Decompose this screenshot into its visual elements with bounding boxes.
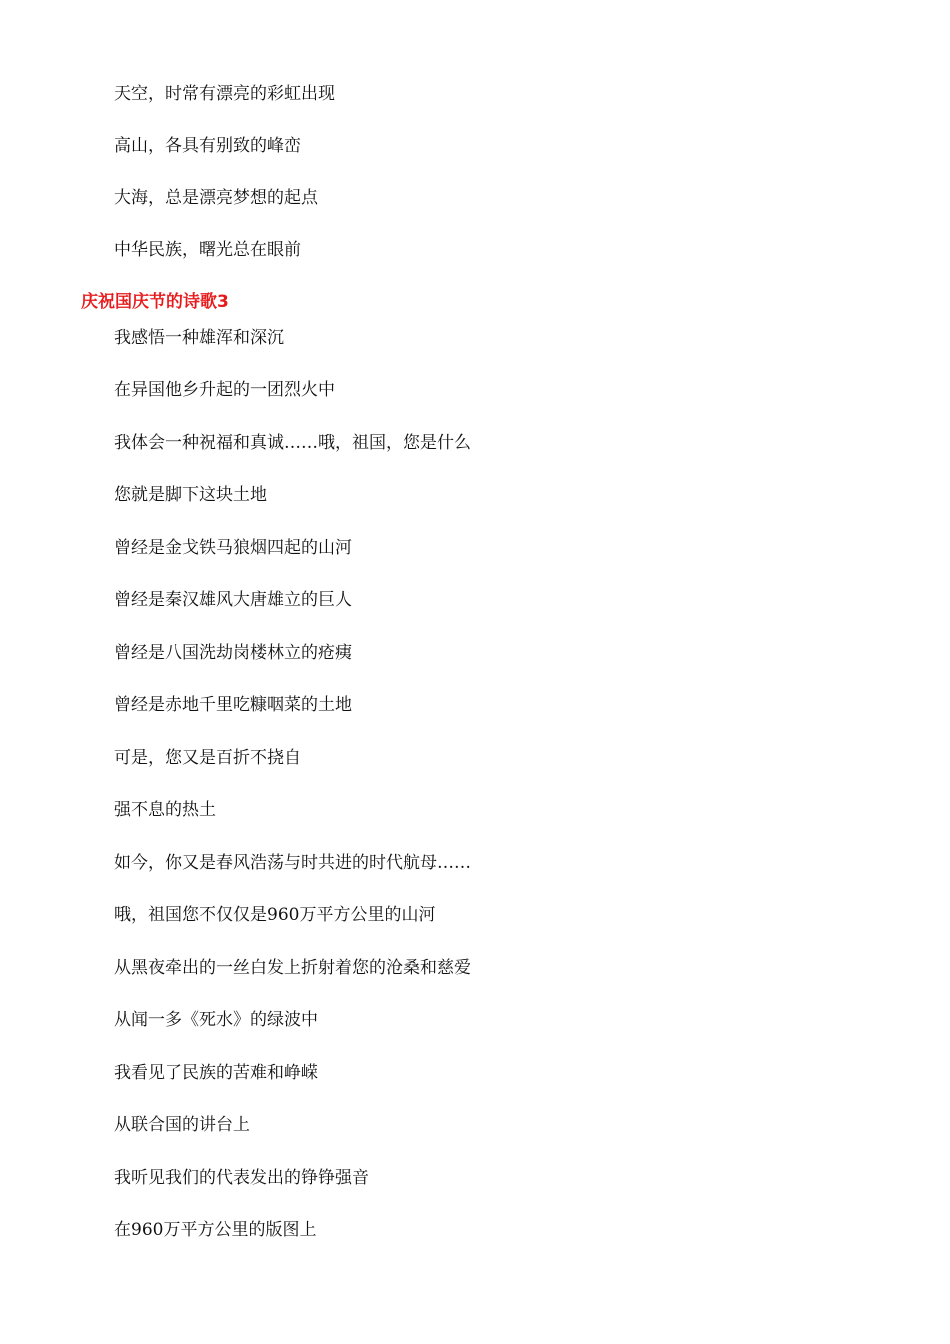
poem-line: 曾经是秦汉雄风大唐雄立的巨人 [114,590,352,610]
section-heading: 庆祝国庆节的诗歌3 [81,292,229,312]
poem-line: 中华民族，曙光总在眼前 [114,240,301,260]
poem-line: 天空，时常有漂亮的彩虹出现 [114,84,335,104]
poem-line: 曾经是赤地千里吃糠咽菜的土地 [114,695,352,715]
poem-line: 如今，你又是春风浩荡与时共进的时代航母…… [114,853,471,873]
poem-line: 我看见了民族的苦难和峥嵘 [114,1063,318,1083]
poem-line: 我感悟一种雄浑和深沉 [114,328,284,348]
poem-line: 从黑夜牵出的一丝白发上折射着您的沧桑和慈爱 [114,958,471,978]
poem-line: 从闻一多《死水》的绿波中 [114,1010,318,1030]
poem-line: 强不息的热土 [114,800,216,820]
poem-line: 在异国他乡升起的一团烈火中 [114,380,335,400]
poem-line: 在960万平方公里的版图上 [114,1220,317,1240]
poem-line: 曾经是八国洗劫岗楼林立的疮痍 [114,643,352,663]
poem-line: 您就是脚下这块土地 [114,485,267,505]
poem-line: 从联合国的讲台上 [114,1115,250,1135]
poem-line: 我体会一种祝福和真诚……哦，祖国，您是什么 [114,433,471,453]
poem-line: 可是，您又是百折不挠自 [114,748,301,768]
poem-line: 高山，各具有别致的峰峦 [114,136,301,156]
poem-line: 我听见我们的代表发出的铮铮强音 [114,1168,369,1188]
poem-line: 大海，总是漂亮梦想的起点 [114,188,318,208]
poem-line: 哦，祖国您不仅仅是960万平方公里的山河 [114,905,436,925]
poem-line: 曾经是金戈铁马狼烟四起的山河 [114,538,352,558]
